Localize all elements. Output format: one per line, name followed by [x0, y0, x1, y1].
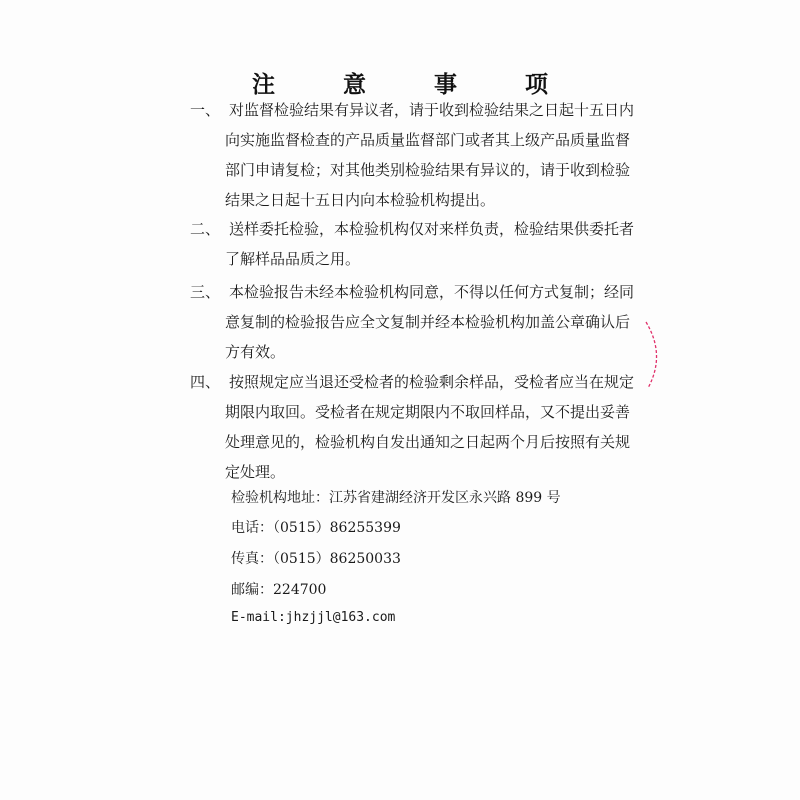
item-text [225, 367, 635, 487]
item-line: 结果之日起十五日内向本检验机构提出。 [225, 191, 496, 209]
item-text [225, 277, 635, 367]
item-line: 了解样品品质之用。 [225, 250, 361, 268]
item-line: 部门申请复检；对其他类别检验结果有异议的，请于收到检验 [225, 161, 631, 179]
page-title: 注 意 事 项 [251, 72, 579, 98]
item-text [225, 214, 635, 274]
contact-address: 检验机构地址：江苏省建湖经济开发区永兴路 899 号 [231, 490, 561, 506]
item-text [225, 95, 635, 215]
item-number: 二、 [190, 220, 221, 238]
item-line: 方有效。 [225, 343, 286, 361]
item-line: 意复制的检验报告应全文复制并经本检验机构加盖公章确认后 [225, 313, 631, 331]
seal-stamp-edge-icon [640, 320, 670, 390]
contact-email: E-mail:jhzjjl@163.com [231, 610, 396, 625]
item-line: 处理意见的，检验机构自发出通知之日起两个月后按照有关规 [225, 433, 631, 451]
item-line: 对监督检验结果有异议者，请于收到检验结果之日起十五日内 [229, 101, 635, 119]
contact-phone: 电话：（0515）86255399 [231, 520, 401, 536]
item-number: 一、 [190, 101, 221, 119]
item-line: 送样委托检验，本检验机构仅对来样负责，检验结果供委托者 [229, 220, 635, 238]
item-number: 三、 [190, 283, 221, 301]
item-line: 期限内取回。受检者在规定期限内不取回样品，又不提出妥善 [225, 403, 631, 421]
item-line: 按照规定应当退还受检者的检验剩余样品，受检者应当在规定 [229, 373, 635, 391]
item-number: 四、 [190, 373, 221, 391]
item-line: 本检验报告未经本检验机构同意，不得以任何方式复制；经同 [229, 283, 635, 301]
item-line: 向实施监督检查的产品质量监督部门或者其上级产品质量监督 [225, 131, 631, 149]
contact-fax: 传真：（0515）86250033 [231, 551, 401, 567]
contact-postcode: 邮编：224700 [231, 582, 327, 598]
item-line: 定处理。 [225, 463, 286, 481]
